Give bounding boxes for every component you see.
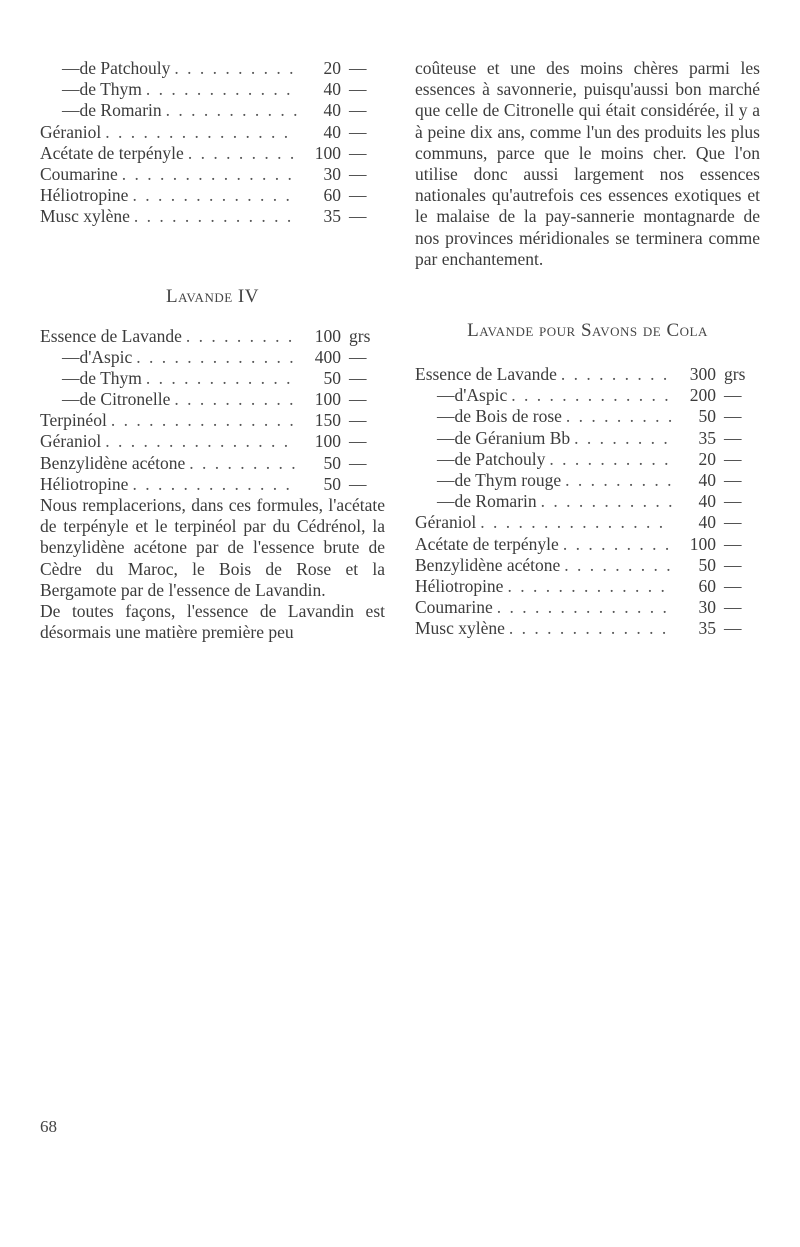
- leader-dots: [174, 58, 297, 79]
- ingredient-quantity: 40: [323, 121, 341, 142]
- leader-dots: [146, 368, 297, 389]
- ingredient-name: de Patchouly: [454, 448, 546, 469]
- ingredient-name: Essence de Lavande: [415, 364, 557, 385]
- row-indent-dash: —: [62, 100, 80, 121]
- ingredient-quantity: 50: [698, 554, 716, 575]
- quantity-unit: grs: [724, 364, 746, 385]
- quantity-unit: —: [724, 469, 742, 490]
- quantity-unit: —: [349, 452, 367, 473]
- quantity-unit: —: [724, 427, 742, 448]
- leader-dots: [132, 474, 297, 495]
- quantity-unit: —: [349, 185, 367, 206]
- ingredient-quantity: 40: [323, 79, 341, 100]
- ingredient-name: Terpinéol: [40, 410, 107, 431]
- quantity-unit: —: [724, 406, 742, 427]
- leader-dots: [565, 470, 672, 491]
- quantity-unit: —: [724, 385, 742, 406]
- ingredient-name: Géraniol: [40, 121, 102, 142]
- formula-row: [415, 534, 760, 555]
- quantity-unit: —: [349, 473, 367, 494]
- commentary-text: [40, 495, 385, 643]
- ingredient-quantity: 60: [698, 575, 716, 596]
- quantity-unit: —: [724, 533, 742, 554]
- ingredient-name: de Citronelle: [79, 389, 171, 410]
- ingredient-quantity: 50: [698, 406, 716, 427]
- ingredient-quantity: 100: [314, 431, 341, 452]
- ingredient-quantity: 30: [323, 163, 341, 184]
- formula-list-lavande-iv: [40, 326, 385, 496]
- leader-dots: [541, 491, 672, 512]
- leader-dots: [166, 100, 297, 121]
- paragraph: De toutes façons, l'essence de Lavandin est désormais une matière première peu: [40, 601, 385, 643]
- ingredient-name: Coumarine: [415, 597, 493, 618]
- ingredient-quantity: 300: [689, 364, 716, 385]
- ingredient-name: Coumarine: [40, 163, 118, 184]
- ingredient-name: d'Aspic: [454, 385, 508, 406]
- section-heading-lavande-savons-cola: Lavande pour Savons de Cola: [467, 320, 708, 342]
- formula-row: [415, 512, 760, 533]
- formula-row: [40, 58, 385, 79]
- leader-dots: [136, 347, 297, 368]
- formula-row: [415, 406, 760, 427]
- ingredient-name: de Géranium Bb: [454, 427, 571, 448]
- formula-row: [40, 326, 385, 347]
- leader-dots: [186, 326, 297, 347]
- formula-row: [415, 576, 760, 597]
- ingredient-name: Benzylidène acétone: [40, 452, 186, 473]
- leader-dots: [511, 385, 672, 406]
- leader-dots: [111, 410, 297, 431]
- formula-row: [415, 597, 760, 618]
- formula-row: [40, 185, 385, 206]
- ingredient-name: de Patchouly: [79, 58, 171, 78]
- formula-row: [415, 385, 760, 406]
- ingredient-name: d'Aspic: [79, 346, 133, 367]
- quantity-unit: —: [724, 512, 742, 533]
- ingredient-quantity: 40: [698, 469, 716, 490]
- leader-dots: [188, 143, 297, 164]
- row-indent-dash: —: [437, 385, 455, 406]
- formula-row: [415, 491, 760, 512]
- ingredient-quantity: 40: [323, 100, 341, 121]
- ingredient-name: Benzylidène acétone: [415, 554, 561, 575]
- formula-row: [40, 143, 385, 164]
- leader-dots: [122, 164, 297, 185]
- ingredient-quantity: 200: [689, 385, 716, 406]
- ingredient-name: de Romarin: [79, 100, 162, 121]
- ingredient-quantity: 40: [698, 512, 716, 533]
- ingredient-quantity: 50: [323, 367, 341, 388]
- formula-row: [40, 410, 385, 431]
- ingredient-name: de Romarin: [454, 491, 537, 512]
- ingredient-name: Géraniol: [40, 431, 102, 452]
- ingredient-name: Héliotropine: [415, 575, 504, 596]
- formula-row: [415, 470, 760, 491]
- quantity-unit: —: [349, 142, 367, 163]
- paragraph: coûteuse et une des moins chères parmi les essences à savonnerie, puisqu'aussi bon marché que celle de Citronelle qui était considérée, il y a à peine dix ans, comme l'un des produits les plus communs, parce que le moins cher. Que l'on utilise donc aussi largement nos essences nationales qu'autrefois ces essences exotiques et le malaise de la pay-sannerie montagnarde de nos provinces méridionales se terminera comme par enchantement.: [415, 58, 760, 269]
- quantity-unit: —: [349, 410, 367, 431]
- formula-list-continued: [40, 58, 385, 228]
- commentary-text-continued: [415, 58, 760, 270]
- quantity-unit: grs: [349, 325, 371, 346]
- ingredient-name: Géraniol: [415, 512, 477, 533]
- ingredient-name: de Bois de rose: [454, 406, 562, 427]
- quantity-unit: —: [349, 346, 367, 367]
- leader-dots: [574, 428, 672, 449]
- ingredient-name: Musc xylène: [40, 206, 130, 227]
- right-column: [415, 58, 760, 639]
- ingredient-name: Acétate de terpényle: [40, 142, 184, 163]
- quantity-unit: —: [349, 79, 367, 100]
- formula-row: [415, 555, 760, 576]
- leader-dots: [480, 512, 672, 533]
- leader-dots: [146, 79, 297, 100]
- leader-dots: [563, 534, 672, 555]
- ingredient-quantity: 100: [314, 142, 341, 163]
- row-indent-dash: —: [62, 389, 80, 410]
- ingredient-name: Essence de Lavande: [40, 325, 182, 346]
- quantity-unit: —: [724, 575, 742, 596]
- formula-row: [415, 364, 760, 385]
- ingredient-quantity: 100: [314, 389, 341, 410]
- page-number: 68: [40, 1117, 57, 1136]
- row-indent-dash: —: [62, 58, 80, 78]
- ingredient-quantity: 35: [698, 618, 716, 639]
- ingredient-quantity: 60: [323, 185, 341, 206]
- leader-dots: [497, 597, 672, 618]
- section-heading-lavande-iv: Lavande IV: [166, 285, 259, 307]
- quantity-unit: —: [349, 163, 367, 184]
- formula-row: [40, 206, 385, 227]
- formula-row: [40, 453, 385, 474]
- row-indent-dash: —: [62, 79, 80, 100]
- formula-row: [40, 474, 385, 495]
- quantity-unit: —: [349, 58, 367, 78]
- leader-dots: [105, 122, 297, 143]
- ingredient-name: de Thym: [79, 367, 142, 388]
- formula-row: [40, 122, 385, 143]
- leader-dots: [134, 206, 297, 227]
- ingredient-quantity: 20: [323, 58, 341, 78]
- formula-row: [40, 347, 385, 368]
- row-indent-dash: —: [437, 427, 455, 448]
- leader-dots: [561, 364, 672, 385]
- leader-dots: [132, 185, 297, 206]
- leader-dots: [105, 431, 297, 452]
- quantity-unit: —: [724, 491, 742, 512]
- formula-row: [415, 428, 760, 449]
- leader-dots: [174, 389, 297, 410]
- ingredient-quantity: 100: [689, 533, 716, 554]
- formula-list-lavande-savons-cola: [415, 364, 760, 639]
- ingredient-name: de Thym rouge: [454, 469, 562, 490]
- ingredient-quantity: 35: [698, 427, 716, 448]
- ingredient-quantity: 20: [698, 448, 716, 469]
- formula-row: [40, 164, 385, 185]
- formula-row: [40, 389, 385, 410]
- paragraph: Nous remplacerions, dans ces formules, l'acétate de terpényle et le terpinéol par du Cédrénol, la benzylidène acétone par de l'essence brute de Cèdre du Maroc, le Bois de Rose et la Bergamote par de l'essence de Lavandin.: [40, 495, 385, 600]
- row-indent-dash: —: [437, 406, 455, 427]
- ingredient-name: Acétate de terpényle: [415, 533, 559, 554]
- ingredient-quantity: 35: [323, 206, 341, 227]
- formula-row: [415, 618, 760, 639]
- leader-dots: [549, 449, 672, 470]
- ingredient-quantity: 50: [323, 452, 341, 473]
- leader-dots: [509, 618, 672, 639]
- ingredient-quantity: 30: [698, 597, 716, 618]
- row-indent-dash: —: [62, 367, 80, 388]
- ingredient-name: Musc xylène: [415, 618, 505, 639]
- quantity-unit: —: [724, 554, 742, 575]
- quantity-unit: —: [724, 448, 742, 469]
- ingredient-quantity: 150: [314, 410, 341, 431]
- ingredient-name: Héliotropine: [40, 185, 129, 206]
- left-column: [40, 58, 385, 643]
- formula-row: [415, 449, 760, 470]
- quantity-unit: —: [349, 206, 367, 227]
- formula-row: [40, 79, 385, 100]
- leader-dots: [564, 555, 672, 576]
- ingredient-name: de Thym: [79, 79, 142, 100]
- quantity-unit: —: [349, 100, 367, 121]
- quantity-unit: —: [724, 597, 742, 618]
- leader-dots: [189, 453, 297, 474]
- row-indent-dash: —: [437, 491, 455, 512]
- formula-row: [40, 368, 385, 389]
- ingredient-quantity: 100: [314, 325, 341, 346]
- quantity-unit: —: [349, 121, 367, 142]
- row-indent-dash: —: [62, 346, 80, 367]
- ingredient-quantity: 400: [314, 346, 341, 367]
- row-indent-dash: —: [437, 469, 455, 490]
- quantity-unit: —: [349, 389, 367, 410]
- quantity-unit: —: [724, 618, 742, 639]
- leader-dots: [507, 576, 672, 597]
- formula-row: [40, 431, 385, 452]
- ingredient-quantity: 40: [698, 491, 716, 512]
- leader-dots: [566, 406, 672, 427]
- formula-row: [40, 100, 385, 121]
- ingredient-quantity: 50: [323, 473, 341, 494]
- quantity-unit: —: [349, 431, 367, 452]
- row-indent-dash: —: [437, 448, 455, 469]
- ingredient-name: Héliotropine: [40, 473, 129, 494]
- quantity-unit: —: [349, 367, 367, 388]
